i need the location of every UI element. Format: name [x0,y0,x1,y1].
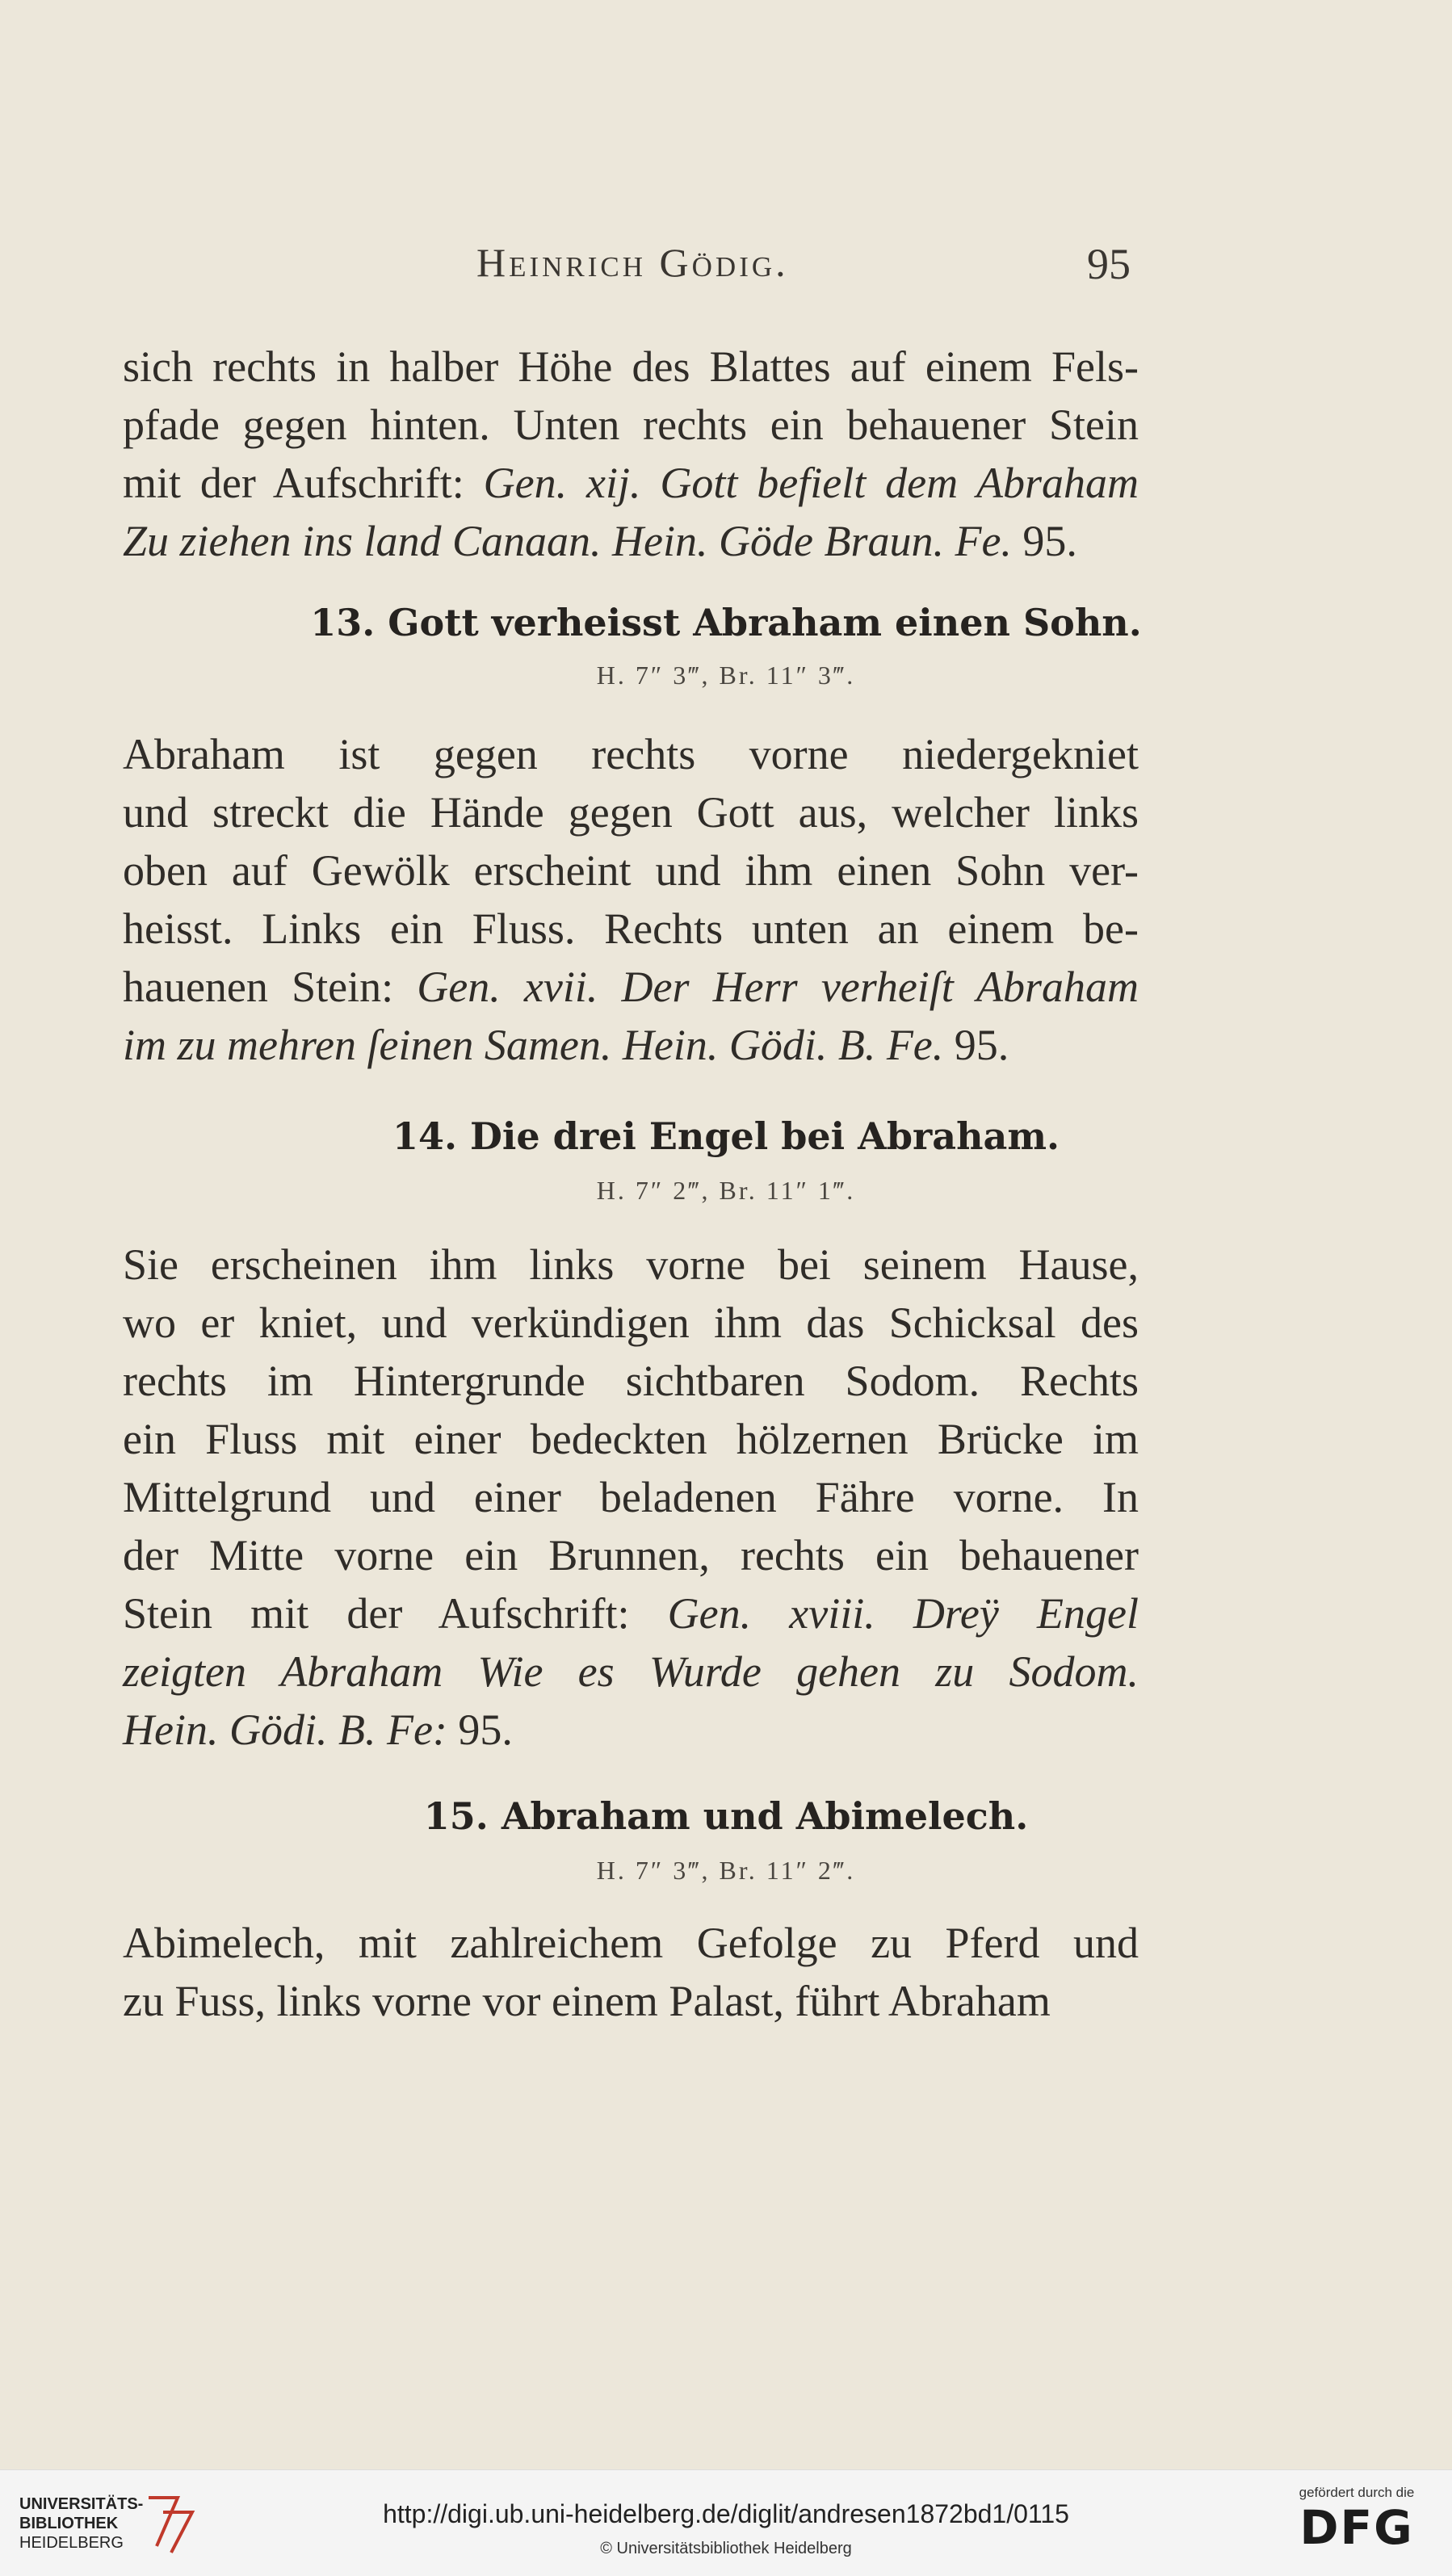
text-segment: Stein mit der Aufschrift: [123,1589,668,1638]
text-segment: 95. [943,1021,1009,1069]
text-segment: 95. [447,1705,513,1754]
text-line [123,841,1139,900]
text-line [123,1914,1139,1972]
page-number: 95 [1087,240,1131,288]
dfg-wordmark: DFG [1299,2500,1414,2555]
text-segment: oben auf Gewölk erscheint und ihm einen Sohn ver- [123,846,1139,895]
text-segment: wo er kniet, und verkündigen ihm das Schicksal des [123,1298,1139,1347]
text-segment: und streckt die Hände gegen Gott aus, welcher links [123,788,1139,837]
text-line [123,1643,1139,1701]
text-line [123,1468,1139,1526]
text-segment: hauenen Stein: [123,963,418,1011]
copyright-notice: © Universitätsbibliothek Heidelberg [600,2540,852,2557]
text-line [123,1526,1139,1584]
text-segment: rechts im Hintergrunde sichtbaren Sodom. Rechts [123,1357,1139,1405]
italic-inscription: Zu ziehen ins land Canaan. Hein. Göde Braun. Fe. [123,517,1012,565]
text-line [123,958,1139,1016]
italic-inscription: Hein. Gödi. B. Fe: [123,1705,447,1754]
text-line [123,1352,1139,1410]
permalink-url[interactable]: http://digi.ub.uni-heidelberg.de/diglit/andresen1872bd1/0115 [383,2499,1069,2528]
entry-15-dimensions: H. 7″ 3‴, Br. 11″ 2‴. [596,1856,856,1885]
text-line [123,900,1139,958]
entry-13-heading: 13. Gott verheisst Abraham einen Sohn. [310,601,1142,644]
viewer-footer [0,2469,1452,2576]
text-line [123,396,1139,454]
text-segment: Mittelgrund und einer beladenen Fähre vorne. In [123,1473,1139,1521]
text-segment: pfade gegen hinten. Unten rechts ein behauener Stein [123,401,1139,449]
text-segment: Abimelech, mit zahlreichem Gefolge zu Pferd und [123,1919,1139,1967]
text-segment: der Mitte vorne ein Brunnen, rechts ein behauener [123,1531,1139,1580]
text-line [123,454,1139,512]
funding-note: gefördert durch die [1299,2485,1415,2500]
entry-13-dimensions: H. 7″ 3‴, Br. 11″ 3‴. [596,661,856,690]
italic-inscription: Gen. xij. Gott befielt dem Abraham [483,459,1139,507]
dfg-logo[interactable] [1284,2485,1429,2566]
text-segment: sich rechts in halber Höhe des Blattes auf einem Fels- [123,342,1139,391]
entry-13-paragraph [123,725,1139,1074]
entry-14-paragraph [123,1236,1139,1759]
text-line [123,512,1139,570]
running-head [476,239,1131,296]
text-line [123,1584,1139,1643]
text-segment: zu Fuss, links vorne vor einem Palast, führt Abraham [123,1977,1051,2025]
entry-15-heading: 15. Abraham und Abimelech. [423,1794,1029,1838]
text-segment: Abraham ist gegen rechts vorne niedergekniet [123,730,1139,778]
text-line [123,1016,1139,1074]
text-segment: 95. [1011,517,1077,565]
text-segment: Sie erscheinen ihm links vorne bei seinem Hause, [123,1240,1139,1289]
text-line [123,1972,1139,2030]
text-line [123,783,1139,841]
text-line [123,338,1139,396]
italic-inscription: Gen. xvii. Der Herr verheiſt Abraham [417,963,1139,1011]
text-line [123,725,1139,783]
text-line [123,1294,1139,1352]
text-segment: heisst. Links ein Fluss. Rechts unten an einem be- [123,904,1139,953]
entry-14-dimensions: H. 7″ 2‴, Br. 11″ 1‴. [596,1176,856,1205]
italic-inscription: Gen. xviii. Dreÿ Engel [667,1589,1139,1638]
entry-14-heading: 14. Die drei Engel bei Abraham. [392,1114,1060,1158]
text-segment: mit der Aufschrift: [123,459,484,507]
text-line [123,1236,1139,1294]
italic-inscription: im zu mehren ſeinen Samen. Hein. Gödi. B. Fe. [123,1021,944,1069]
running-head-title: Heinrich Gödig. [476,240,789,285]
text-segment: ein Fluss mit einer bedeckten hölzernen Brücke im [123,1415,1139,1463]
intro-paragraph [123,338,1139,570]
text-line [123,1410,1139,1468]
italic-inscription: zeigten Abraham Wie es Wurde gehen zu Sodom. [123,1647,1139,1696]
text-line [123,1701,1139,1759]
entry-15-paragraph [123,1914,1139,2030]
library-name: UNIVERSITÄTS- BIBLIOTHEK HEIDELBERG [19,2495,144,2552]
